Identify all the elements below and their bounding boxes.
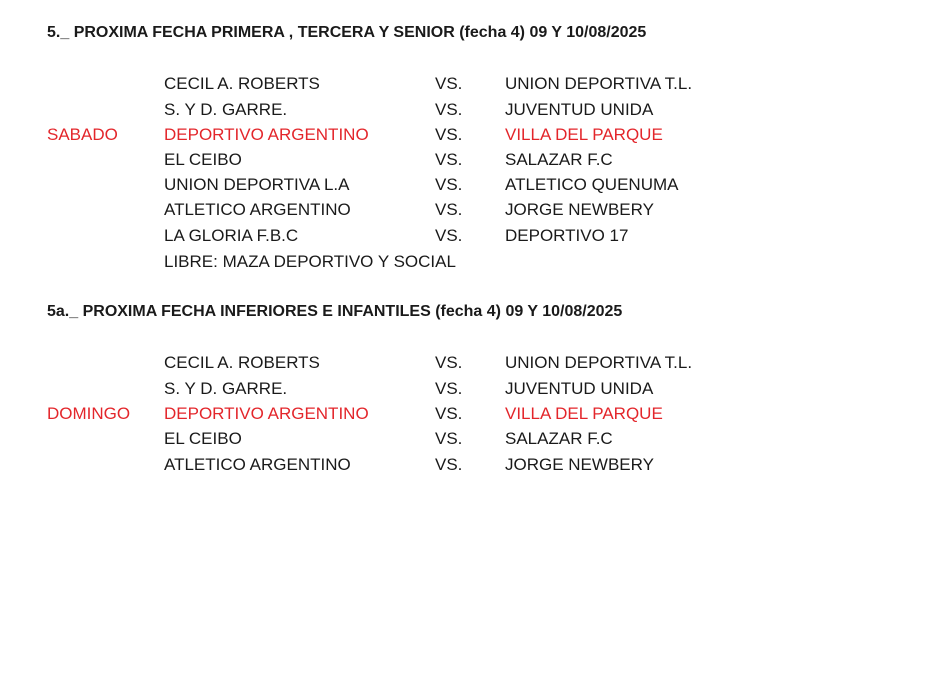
vs-label: VS. [435,125,463,144]
away-team: JUVENTUD UNIDA [505,379,654,398]
vs-label: VS. [435,455,463,474]
day-label: SABADO [47,125,118,144]
match-row [0,351,949,375]
match-row [0,198,949,222]
home-team: S. Y D. GARRE. [164,100,288,119]
match-row [0,224,949,248]
vs-label: VS. [435,150,463,169]
home-team: ATLETICO ARGENTINO [164,200,351,219]
home-team: S. Y D. GARRE. [164,379,288,398]
match-row [0,148,949,172]
home-team: UNION DEPORTIVA L.A [164,175,350,194]
home-team: LA GLORIA F.B.C [164,226,299,245]
away-team: JORGE NEWBERY [505,455,654,474]
match-row [0,377,949,401]
home-team: DEPORTIVO ARGENTINO [164,404,369,423]
away-team: VILLA DEL PARQUE [505,404,663,423]
away-team: VILLA DEL PARQUE [505,125,663,144]
away-team: UNION DEPORTIVA T.L. [505,353,693,372]
vs-label: VS. [435,379,463,398]
home-team: EL CEIBO [164,429,242,448]
away-team: SALAZAR F.C [505,429,613,448]
bye-team: LIBRE: MAZA DEPORTIVO Y SOCIAL [164,252,456,271]
vs-label: VS. [435,404,463,423]
vs-label: VS. [435,353,463,372]
match-row [0,98,949,122]
vs-label: VS. [435,100,463,119]
vs-label: VS. [435,175,463,194]
home-team: CECIL A. ROBERTS [164,353,320,372]
home-team: CECIL A. ROBERTS [164,74,320,93]
match-row [0,453,949,477]
home-team: DEPORTIVO ARGENTINO [164,125,369,144]
match-row-highlighted [0,402,949,426]
section1-heading: 5._ PROXIMA FECHA PRIMERA , TERCERA Y SENIOR (fecha 4) 09 Y 10/08/2025 [47,24,647,41]
match-row [0,72,949,96]
away-team: ATLETICO QUENUMA [505,175,679,194]
match-row [0,173,949,197]
away-team: SALAZAR F.C [505,150,613,169]
home-team: EL CEIBO [164,150,242,169]
section2-heading: 5a._ PROXIMA FECHA INFERIORES E INFANTILES (fecha 4) 09 Y 10/08/2025 [47,303,623,320]
match-row-highlighted [0,123,949,147]
day-label: DOMINGO [47,404,131,423]
vs-label: VS. [435,200,463,219]
away-team: JUVENTUD UNIDA [505,100,654,119]
match-row [0,427,949,451]
home-team: ATLETICO ARGENTINO [164,455,351,474]
away-team: JORGE NEWBERY [505,200,654,219]
away-team: DEPORTIVO 17 [505,226,629,245]
vs-label: VS. [435,74,463,93]
away-team: UNION DEPORTIVA T.L. [505,74,693,93]
vs-label: VS. [435,429,463,448]
vs-label: VS. [435,226,463,245]
